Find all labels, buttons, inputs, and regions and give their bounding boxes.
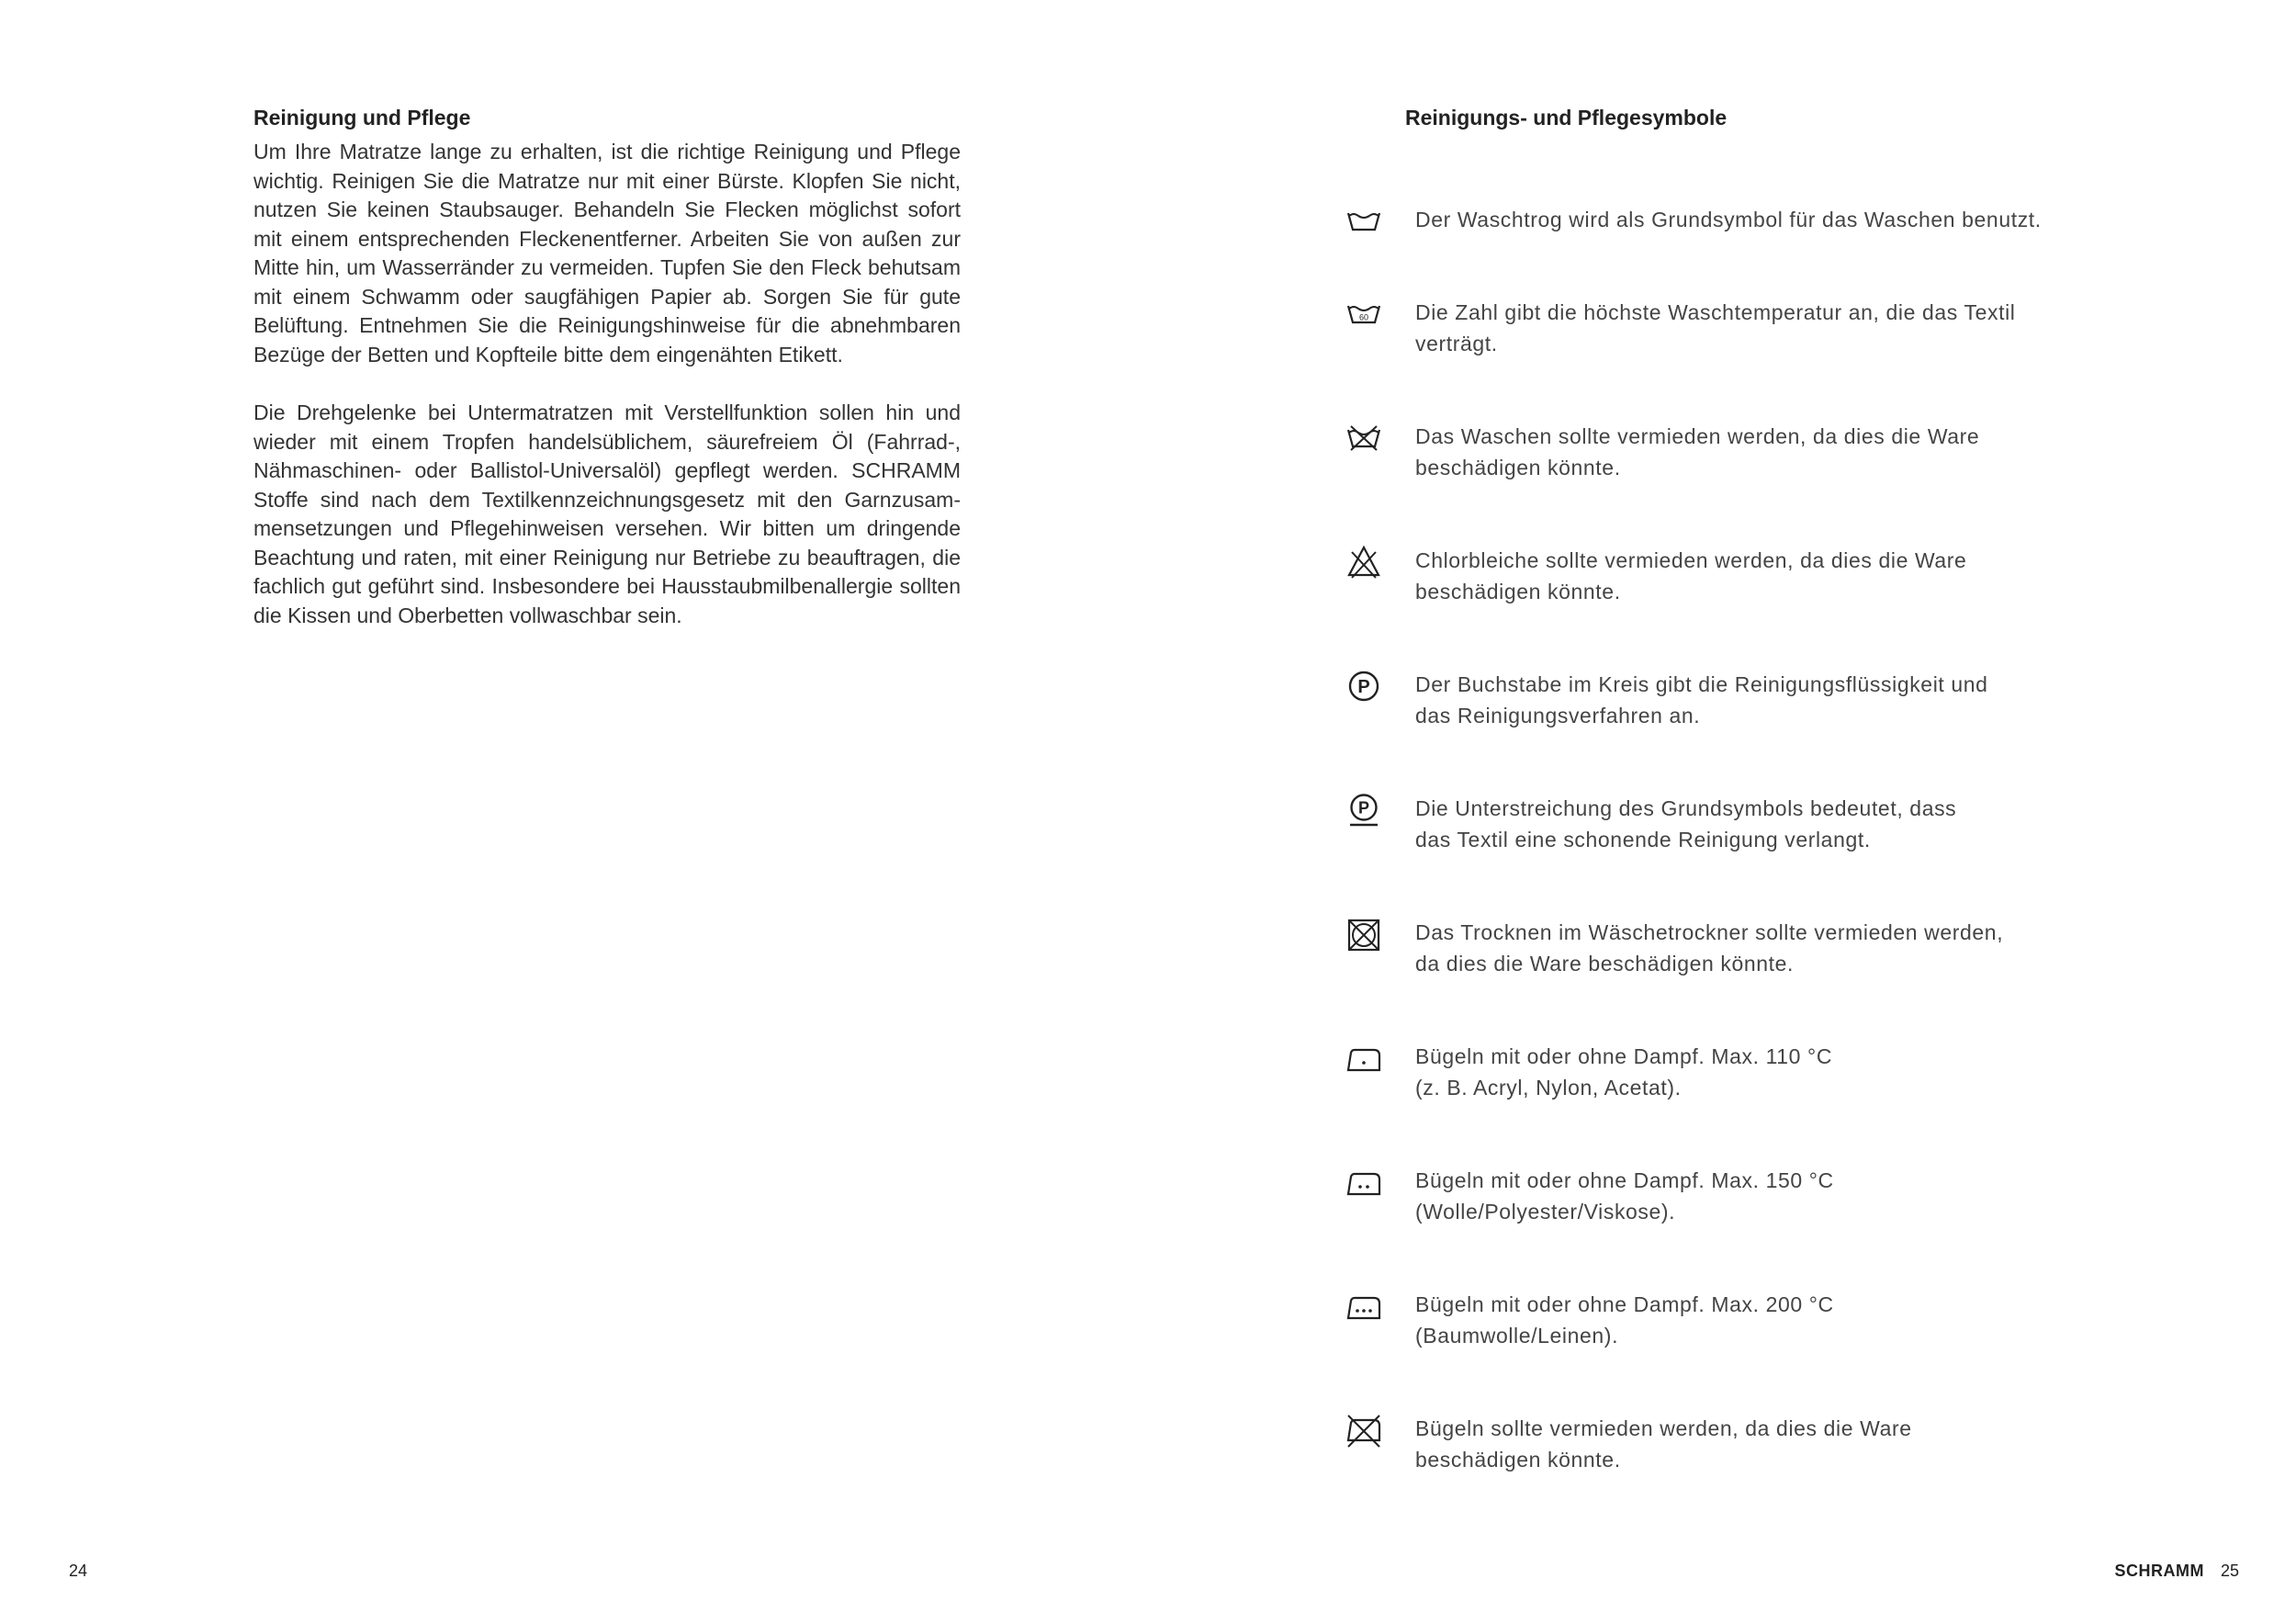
wash-temp-label: 60 — [1358, 312, 1369, 322]
body-paragraph-1: Um Ihre Matratze lange zu erhalten, ist die richtige Reinigung und Pflege wichtig. Reinigen Sie die Matratze nur mit einer Bürste. Klopfen Sie nicht, nutzen Sie keinen Staubsauger. Behandeln Sie Flecken möglichst sofort mit einem entsprechenden Fleckenentferner. Arbeiten Sie von außen zur Mitte hin, um Wasserränder zu vermeiden. Tupfen Sie den Fleck behutsam mit einem Schwamm oder saugfähigen Papier ab. Sorgen Sie für gute Belüftung. Entnehmen Sie die Reinigungshinweise für die abnehmbaren Bezüge der Betten und Kopfteile bitte dem eingenähten Etikett. — [253, 140, 961, 367]
symbol-row-no-tumble-dry — [1345, 917, 2126, 990]
body-paragraph-2: Die Drehgelenke bei Untermatratzen mit Verstellfunktion sollen hin und wieder mit einem Tropfen handelsüblichem, säurefreiem Öl (Fahrrad-, Nähmaschinen- oder Ballistol-Universalöl) gepflegt werden. SCHRAMM Stoffe sind nach dem Textilkennzeichnungsgesetz mit den Garnzusammensetzungen und Pflegehinweisen versehen. Wir bitten um dringende Beachtung und raten, mit einer Reinigung nur Betriebe zu beauftragen, die fachlich gut geführt sind. Insbesondere bei Hausstaubmilbenallergie sollten die Kissen und Oberbetten vollwaschbar sein. — [253, 400, 961, 627]
wash-60-icon — [1345, 297, 1382, 333]
symbol-description: Bügeln mit oder ohne Dampf. Max. 150 °C (Wolle/Polyester/Viskose). — [1415, 1168, 1834, 1224]
page-number-left: 24 — [69, 1562, 88, 1580]
section-heading: Reinigung und Pflege — [253, 106, 471, 130]
symbol-description: Das Trocknen im Wäschetrockner sollte vermieden werden, da dies die Ware beschädigen könnte. — [1415, 920, 2004, 976]
symbol-row-no-bleach — [1345, 545, 2126, 618]
symbol-row-no-wash — [1345, 421, 2126, 494]
symbol-description: Chlorbleiche sollte vermieden werden, da dies die Ware beschädigen könnte. — [1415, 548, 1967, 603]
wash-tub-icon — [1345, 204, 1382, 241]
symbol-description: Das Waschen sollte vermieden werden, da dies die Ware beschädigen könnte. — [1415, 424, 1980, 479]
symbol-row-no-iron — [1345, 1413, 2126, 1486]
gentle-dry-clean-p-icon — [1345, 793, 1382, 829]
no-tumble-dry-icon — [1345, 917, 1382, 953]
right-page — [1148, 0, 2296, 1624]
dry-clean-letter: P — [1357, 677, 1370, 697]
symbol-row-wash-60 — [1345, 297, 2126, 370]
symbol-row-iron-200 — [1345, 1289, 2126, 1362]
do-not-wash-icon — [1345, 421, 1382, 457]
iron-three-dots-icon — [1345, 1289, 1382, 1325]
symbol-row-wash — [1345, 204, 2126, 277]
brand-name: SCHRAMM — [2114, 1562, 2204, 1580]
symbols-heading: Reinigungs- und Pflegesymbole — [1405, 106, 1728, 130]
symbol-description: Der Waschtrog wird als Grundsymbol für das Waschen benutzt. — [1415, 208, 2042, 231]
symbol-description: Die Unterstreichung des Grundsymbols bedeutet, dass das Textil eine schonende Reinigung verlangt. — [1415, 796, 1957, 851]
symbol-description: Bügeln sollte vermieden werden, da dies die Ware beschädigen könnte. — [1415, 1416, 1912, 1472]
iron-two-dots-icon — [1345, 1165, 1382, 1201]
gentle-dry-clean-letter: P — [1357, 798, 1370, 818]
symbol-description: Bügeln mit oder ohne Dampf. Max. 200 °C (Baumwolle/Leinen). — [1415, 1292, 1834, 1348]
symbol-row-iron-150 — [1345, 1165, 2126, 1238]
symbol-row-gentle-dry-clean — [1345, 793, 2126, 866]
symbol-description: Bügeln mit oder ohne Dampf. Max. 110 °C (z. B. Acryl, Nylon, Acetat). — [1415, 1044, 1833, 1100]
do-not-iron-icon — [1345, 1413, 1382, 1449]
symbol-row-iron-110 — [1345, 1041, 2126, 1114]
dry-clean-p-icon — [1345, 669, 1382, 705]
symbol-row-dry-clean — [1345, 669, 2126, 742]
iron-one-dot-icon — [1345, 1041, 1382, 1077]
page-number-right: 25 — [2221, 1562, 2240, 1580]
no-bleach-icon — [1345, 545, 1382, 581]
symbol-description: Die Zahl gibt die höchste Waschtemperatur an, die das Textil verträgt. — [1415, 300, 2016, 355]
symbol-description: Der Buchstabe im Kreis gibt die Reinigungsflüssigkeit und das Reinigungsverfahren an. — [1415, 672, 1988, 727]
